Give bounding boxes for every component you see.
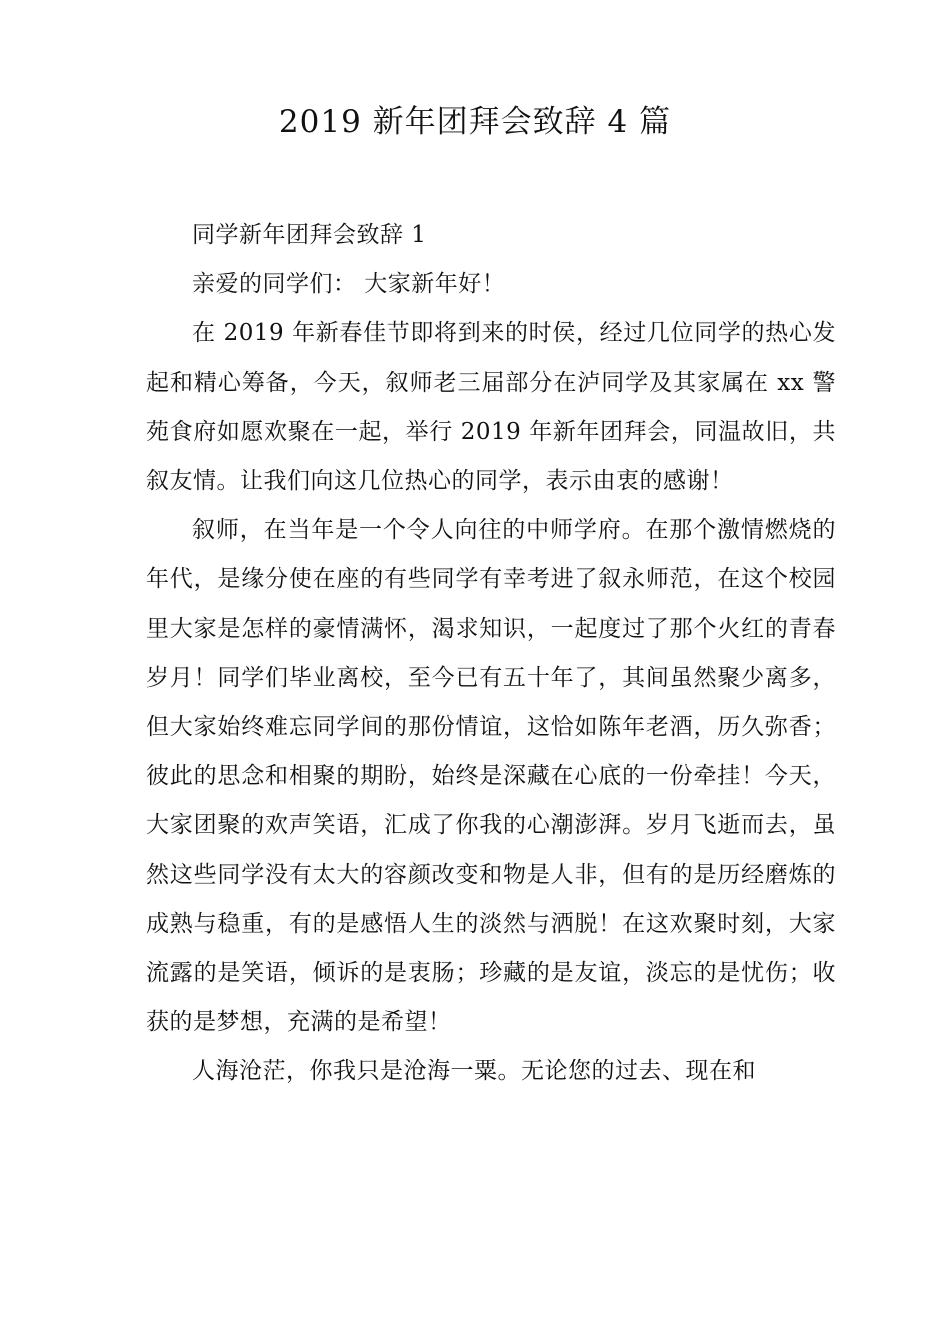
salutation-paragraph: 亲爱的同学们： 大家新年好！: [192, 271, 506, 298]
document-body: [146, 211, 836, 1097]
body-paragraph: 人海沧茫，你我只是沧海一粟。无论您的过去、现在和: [192, 1058, 756, 1085]
section-heading: 同学新年团拜会致辞 1: [192, 222, 427, 248]
document-title: 2019 新年团拜会致辞 4 篇: [278, 104, 672, 140]
body-paragraph: 叙师，在当年是一个令人向往的中师学府。在那个激情燃烧的年代，是缘分使在座的有些同学有幸考进了叙永师范，在这个校园里大家是怎样的豪情满怀，渴求知识，一起度过了那个火红的青春岁月！同学们毕业离校，至今已有五十年了，其间虽然聚少离多，但大家始终难忘同学间的那份情谊，这恰如陈年老酒，历久弥香；彼此的思念和相聚的期盼，始终是深藏在心底的一份牵挂！今天，大家团聚的欢声笑语，汇成了你我的心潮澎湃。岁月飞逝而去，虽然这些同学没有太大的容颜改变和物是人非，但有的是历经磨炼的成熟与稳重，有的是感悟人生的淡然与洒脱！在这欢聚时刻，大家流露的是笑语，倾诉的是衷肠；珍藏的是友谊，淡忘的是忧伤；收获的是梦想，充满的是希望！: [146, 517, 836, 1036]
body-paragraph: 在 2019 年新春佳节即将到来的时侯，经过几位同学的热心发起和精心筹备，今天，叙师老三届部分在泸同学及其家属在 xx 警苑食府如愿欢聚在一起，举行 2019 年新年团拜会，同温故旧，共叙友情。让我们向这几位热心的同学，表示由衷的感谢！: [146, 320, 836, 495]
